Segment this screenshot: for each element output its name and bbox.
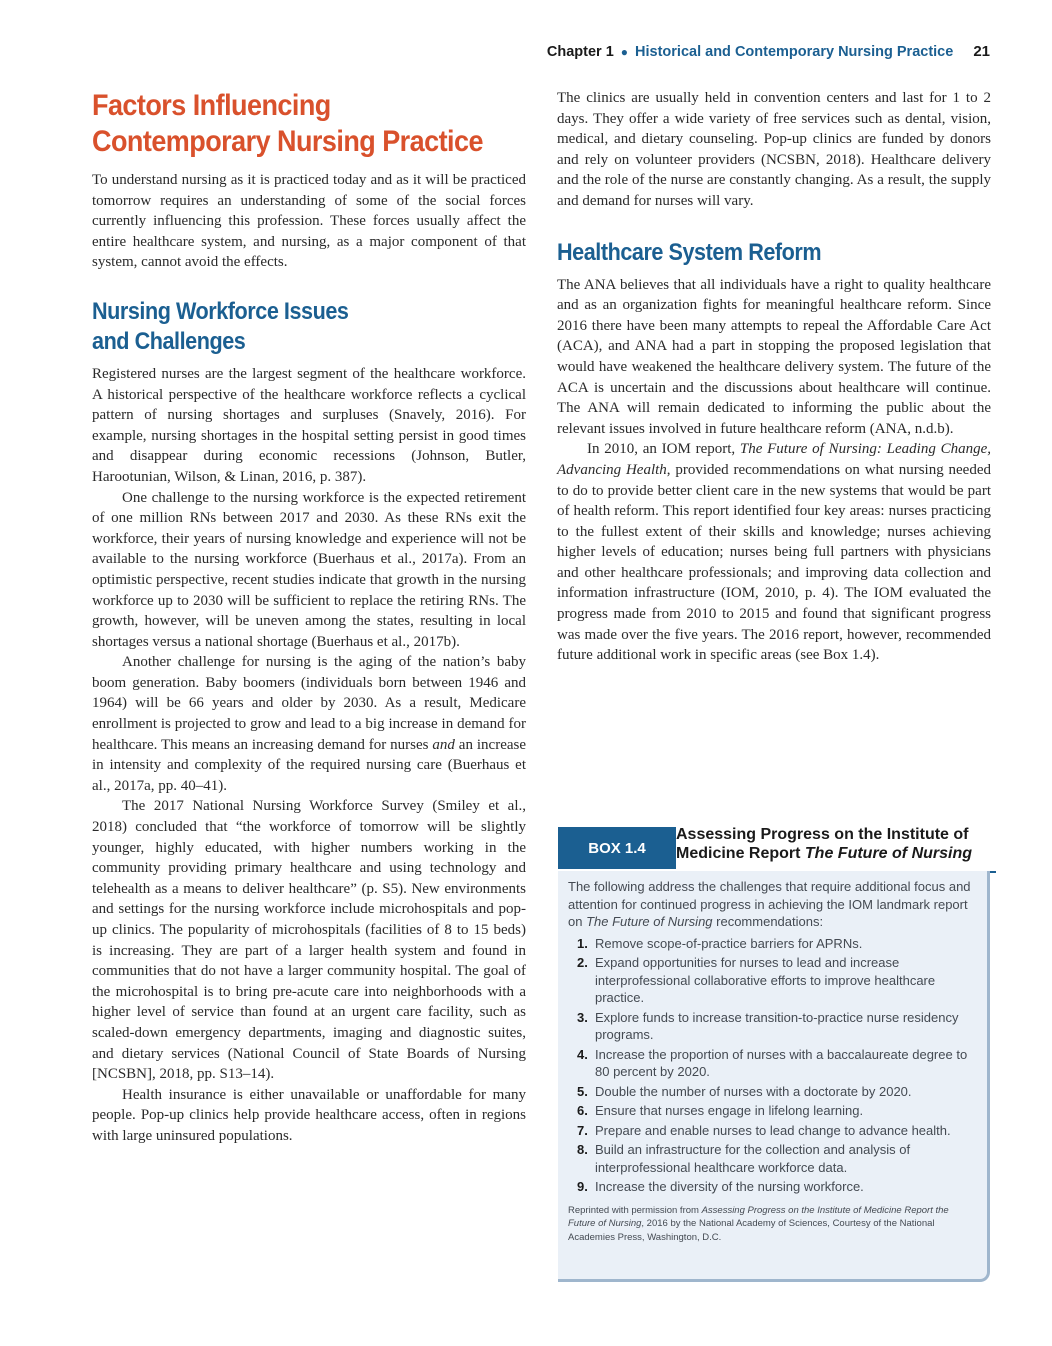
list-item-number: 1. xyxy=(577,935,588,951)
workforce-paragraph-3 xyxy=(92,652,526,796)
list-item-text: Double the number of nurses with a doctorate by 2020. xyxy=(595,1083,912,1099)
box-credit xyxy=(568,1204,977,1245)
workforce-paragraph-1: Registered nurses are the largest segment of the healthcare workforce. A historical perspective of the healthcare workforce reflects a cyclical pattern of nursing shortages and surpluses (Snavely, 2016). For example, nursing shortages in the hospital setting persist in good times and disappear during economic recessions (Johnson, Butler, Harootunian, Wilson, & Linan, 2016, p. 387). xyxy=(92,365,526,485)
box-header xyxy=(540,823,990,873)
right-column xyxy=(557,88,991,666)
box-title-line1: Assessing Progress on the Institute of xyxy=(676,826,969,843)
box-body xyxy=(558,871,990,1282)
workforce-paragraph-5: Health insurance is either unavailable or unaffordable for many people. Pop-up clinics help provide healthcare access, often in regions with large uninsured populations. xyxy=(92,1086,526,1144)
list-item-text: Remove scope-of-practice barriers for APRNs. xyxy=(595,935,863,951)
list-item xyxy=(568,1122,977,1140)
box-title-emphasis: The Future of Nursing xyxy=(804,845,973,862)
credit-after: , 2016 by the National Academy of Sciences, Courtesy of the National Academies Press, Washington, D.C. xyxy=(568,1218,935,1243)
box-intro-before: The following address the challenges that require additional focus and attention for continued progress in achieving the IOM landmark report on xyxy=(568,879,971,929)
list-item xyxy=(568,1083,977,1101)
chapter-number: Chapter 1 xyxy=(546,43,614,60)
p3-text-after: an increase in intensity and complexity of the required nursing care (Buerhaus et al., 2017a, pp. 40–41). xyxy=(92,736,526,794)
box-label: BOX 1.4 xyxy=(558,827,676,869)
running-head xyxy=(547,43,990,60)
list-item-text: Increase the diversity of the nursing workforce. xyxy=(595,1179,864,1194)
workforce-heading xyxy=(92,297,524,357)
workforce-heading-line1: Nursing Workforce Issues xyxy=(92,297,349,325)
list-item xyxy=(568,1009,977,1044)
reform-heading: Healthcare System Reform xyxy=(557,238,822,266)
credit-before: Reprinted with permission from xyxy=(568,1204,702,1216)
list-item-number: 5. xyxy=(577,1083,588,1099)
list-item xyxy=(568,1046,977,1081)
p3-emphasis: and xyxy=(432,736,455,753)
box-1-4 xyxy=(540,823,990,1282)
box-intro-after: recommendations: xyxy=(712,914,824,929)
list-item-number: 8. xyxy=(577,1142,588,1157)
bullet-icon: ● xyxy=(620,44,629,59)
list-item-number: 4. xyxy=(577,1046,588,1062)
list-item-text: Expand opportunities for nurses to lead and increase interprofessional collaborative efforts to improve healthcare practice. xyxy=(595,955,936,1005)
list-item-text: Explore funds to increase transition-to-practice nurse residency programs. xyxy=(595,1009,959,1042)
continued-paragraph: The clinics are usually held in convention centers and last for 1 to 2 days. They offer a wide variety of free services such as dental, vision, medical, and dietary counseling. Pop-up clinics are funded by donors and rely on volunteer providers (NCSBN, 2018). Healthcare delivery and the role of the nurse are constantly changing. As a result, the supply and demand for nurses will vary. xyxy=(557,90,991,209)
list-item-number: 2. xyxy=(577,955,588,970)
list-item xyxy=(568,1102,977,1120)
reform2-emphasis: The Future of Nursing: Leading Change, Advancing Health xyxy=(557,441,991,478)
workforce-paragraph-2: One challenge to the nursing workforce is the expected retirement of one million RNs between 2017 and 2030. As these RNs exit the workforce, their years of nursing knowledge and experience will not be available to the nursing workforce (Buerhaus et al., 2017a). From an optimistic perspective, recent studies indicate that growth in the nursing workforce up to 2030 will be sufficient to replace the retiring RNs. The growth, however, will be uneven among the states, resulting in local shortages versus a national shortage (Buerhaus et al., 2017b). xyxy=(92,489,526,650)
list-item-text: Prepare and enable nurses to lead change to advance health. xyxy=(595,1122,951,1138)
reform-paragraph-1: The ANA believes that all individuals have a right to quality healthcare and as an organization fights for meaningful healthcare reform. Since 2016 there have been many attempts to repeal the Affordable Care Act (ACA), and ANA had a part in stopping the proposed legislation that would have weakened the healthcare delivery system. The future of the ACA is uncertain and the discussions about healthcare will continue. The ANA will remain dedicated to informing the public about the relevant issues involved in future healthcare reform (ANA, n.d.b). xyxy=(557,276,991,437)
p3-text-before: Another challenge for nursing is the aging of the nation’s baby boom generation. Baby boomers (individuals born between 1946 and 1964) will be 66 years and older by 2030. As a result, Medicare enrollment is projected to grow and lead to a big increase in demand for healthcare. This means an increasing demand for nurses xyxy=(92,654,526,753)
list-item-text: Increase the proportion of nurses with a baccalaureate degree to 80 percent by 2020. xyxy=(595,1046,968,1079)
reform2-text-before: In 2010, an IOM report, xyxy=(587,441,740,458)
main-heading xyxy=(92,88,524,160)
list-item-text: Ensure that nurses engage in lifelong learning. xyxy=(595,1103,864,1118)
box-intro-emphasis: The Future of Nursing xyxy=(586,914,713,929)
main-heading-line2: Contemporary Nursing Practice xyxy=(92,125,483,158)
box-intro xyxy=(568,878,977,931)
left-column xyxy=(92,88,526,1147)
box-title xyxy=(676,823,996,873)
intro-paragraph: To understand nursing as it is practiced today and as it will be practiced tomorrow requires an understanding of some of the social forces currently influencing this profession. These forces usually affect the entire healthcare system, and nursing, as a major component of that system, cannot avoid the effects. xyxy=(92,172,526,271)
reform-paragraph-2 xyxy=(557,439,991,666)
credit-emphasis: Assessing Progress on the Institute of Medicine Report the Future of Nursing xyxy=(568,1204,949,1229)
box-title-line2 xyxy=(676,844,996,863)
workforce-paragraph-4: The 2017 National Nursing Workforce Survey (Smiley et al., 2018) concluded that “the workforce of tomorrow will be slightly younger, highly educated, with higher numbers working in the community providing primary healthcare and using technology and telehealth as a means to deliver healthcare” (p. S5). New environments and settings for the nursing workforce include microhospitals and pop-up clinics. The popularity of microhospitals (facilities of 8 to 15 beds) is increasing. They are part of a larger health system and found in communities that do not have a larger community hospital. The goal of the microhospital is to bring pre-acute care into neighborhoods with a higher level of service than found at an urgent care facility, such as scaled-down emergency departments, imaging and diagnostic suites, and dietary services (National Council of State Boards of Nursing [NCSBN], 2018, pp. S13–14). xyxy=(92,798,526,1083)
list-item-number: 7. xyxy=(577,1122,588,1138)
list-item xyxy=(568,954,977,1007)
main-heading-line1: Factors Influencing xyxy=(92,89,331,122)
recommendation-list xyxy=(568,935,977,1196)
list-item-number: 9. xyxy=(577,1179,588,1194)
reform2-text-after: , provided recommendations on what nursing needed to do to provide better client care in the new systems that would be part of health reform. This report identified four key areas: nurses practicing to the fullest extent of their skills and knowledge; nurses achieving higher levels of education; nurses being full partners with physicians and other healthcare professionals; and improving data collection and information infrastructure (IOM, 2010, p. 4). The IOM evaluated the progress made from 2010 to 2015 and found that significant progress was made over the five years. The 2016 report, however, recommended future additional work in specific areas (see Box 1.4). xyxy=(557,461,991,664)
page-number: 21 xyxy=(973,43,990,60)
list-item xyxy=(568,1178,977,1196)
chapter-title: Historical and Contemporary Nursing Practice xyxy=(635,43,954,60)
box-title-plain: Medicine Report xyxy=(676,845,805,862)
list-item xyxy=(568,1141,977,1176)
list-item-text: Build an infrastructure for the collection and analysis of interprofessional healthcare workforce data. xyxy=(595,1142,911,1175)
list-item xyxy=(568,935,977,953)
workforce-heading-line2: and Challenges xyxy=(92,327,246,355)
list-item-number: 6. xyxy=(577,1103,588,1118)
list-item-number: 3. xyxy=(577,1009,588,1025)
